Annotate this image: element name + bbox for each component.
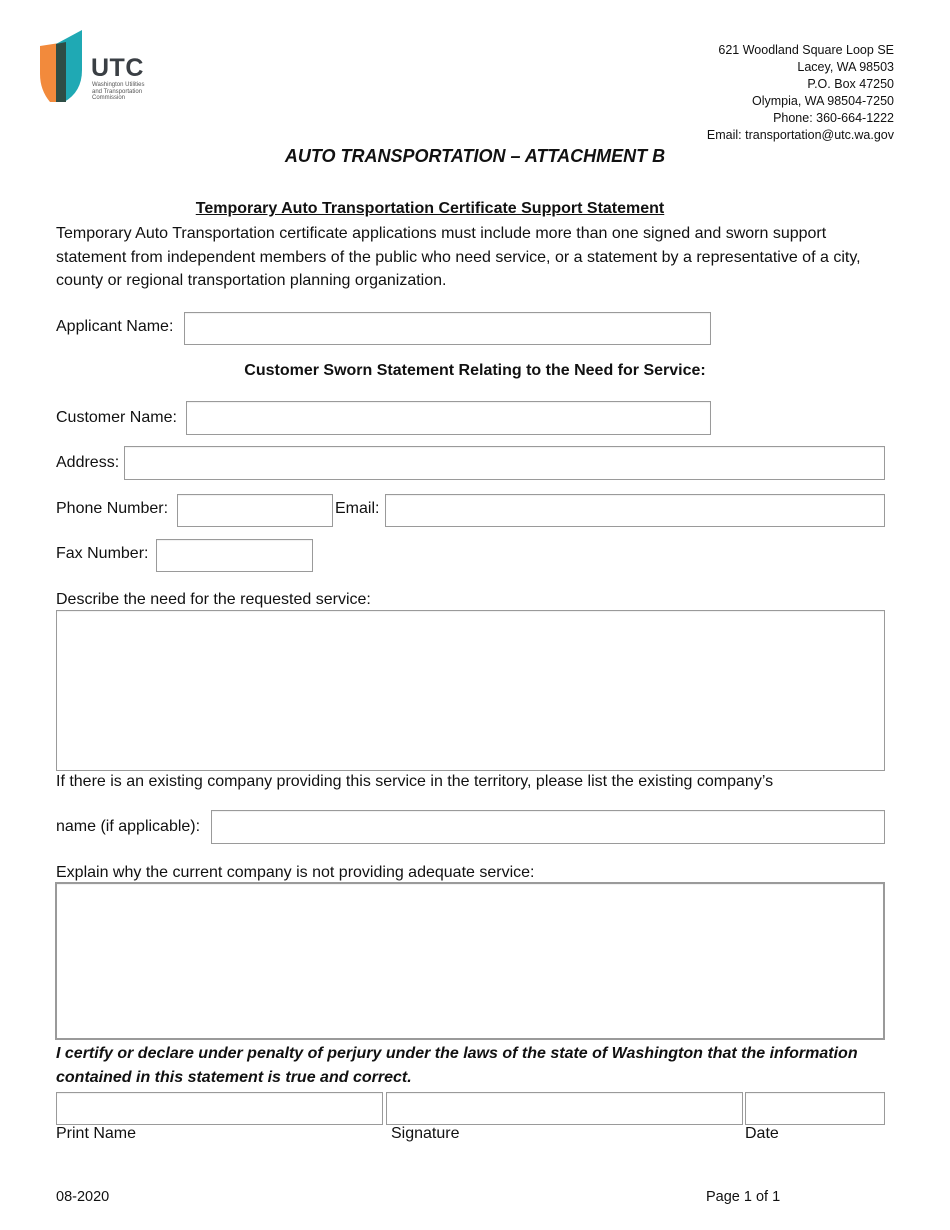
document-title: AUTO TRANSPORTATION – ATTACHMENT B (284, 146, 666, 166)
agency-address (707, 42, 894, 144)
inadequate-service-label: Explain why the current company is not providing adequate service: (56, 864, 535, 881)
document-subtitle: Temporary Auto Transportation Certificate Support Statement (195, 200, 665, 217)
inadequate-service-textarea[interactable] (55, 882, 885, 1040)
applicant-name-label: Applicant Name: (56, 318, 174, 335)
need-description-textarea[interactable] (56, 610, 885, 771)
address-line: Lacey, WA 98503 (797, 60, 894, 74)
intro-paragraph: Temporary Auto Transportation certificate applications must include more than one signed and sworn support statement from independent members of the public who need service, or a statement by a representative of a city, county or regional transportation planning organization. (56, 225, 861, 289)
utc-logo (38, 30, 158, 106)
signature-field[interactable] (386, 1092, 743, 1125)
need-description-label: Describe the need for the requested service: (56, 591, 371, 608)
address-line: Phone: 360-664-1222 (773, 111, 894, 125)
date-field[interactable] (745, 1092, 885, 1125)
logo-tagline-line: Washington Utilities (92, 82, 145, 88)
existing-company-name-label: name (if applicable): (56, 818, 201, 835)
address-line: Olympia, WA 98504-7250 (752, 94, 894, 108)
section-heading: Customer Sworn Statement Relating to the Need for Service: (244, 362, 706, 379)
utc-logo-text: UTC (91, 54, 144, 82)
existing-company-label: If there is an existing company providing this service in the territory, please list the existing company’s (56, 773, 774, 790)
form-revision-date: 08-2020 (56, 1189, 110, 1205)
phone-number-field[interactable] (177, 494, 333, 527)
signature-label: Signature (391, 1125, 460, 1142)
fax-number-label: Fax Number: (56, 545, 149, 562)
address-line: 621 Woodland Square Loop SE (718, 43, 894, 57)
utc-logo-tagline (92, 82, 162, 102)
applicant-name-field[interactable] (184, 312, 711, 345)
address-field[interactable] (124, 446, 885, 480)
customer-name-field[interactable] (186, 401, 711, 435)
existing-company-name-field[interactable] (211, 810, 885, 844)
phone-number-label: Phone Number: (56, 500, 169, 517)
page-number: Page 1 of 1 (706, 1189, 781, 1205)
address-line: Email: transportation@utc.wa.gov (706, 128, 894, 142)
utc-logo-mark-icon (38, 30, 84, 104)
email-field[interactable] (385, 494, 885, 527)
email-label: Email: (335, 500, 380, 517)
perjury-certification: I certify or declare under penalty of perjury under the laws of the state of Washington that the information contained in this statement is true and correct. (56, 1045, 858, 1086)
print-name-field[interactable] (56, 1092, 383, 1125)
address-label: Address: (56, 454, 120, 471)
customer-name-label: Customer Name: (56, 409, 177, 426)
date-label: Date (745, 1125, 779, 1142)
address-line: P.O. Box 47250 (807, 77, 894, 91)
logo-tagline-line: Commission (92, 95, 126, 101)
print-name-label: Print Name (56, 1125, 137, 1142)
logo-tagline-line: and Transportation (92, 88, 143, 95)
fax-number-field[interactable] (156, 539, 313, 572)
